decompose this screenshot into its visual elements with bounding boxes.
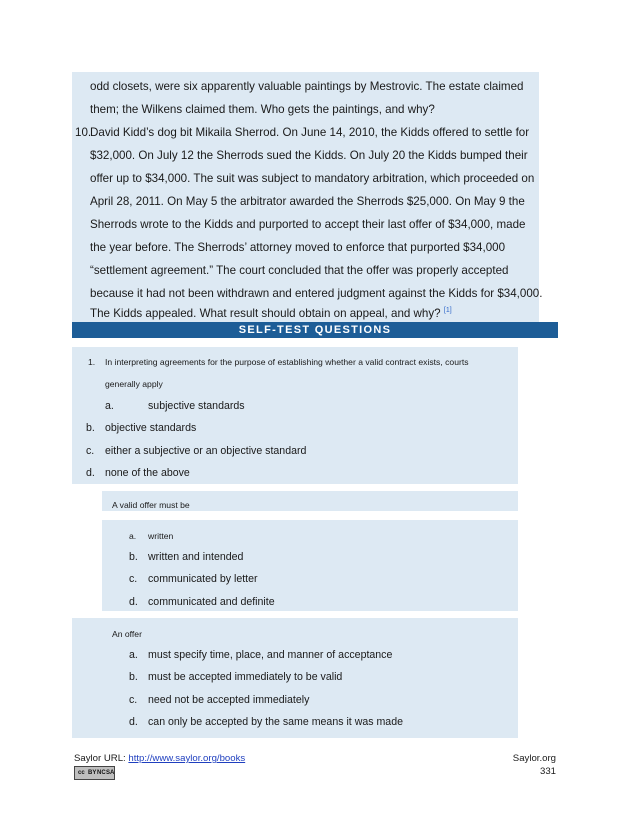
question-1-option-b[interactable]: objective standards: [105, 422, 197, 434]
problem-10-line-5: Sherrods wrote to the Kidds and purported to accept their last offer of $34,000, made: [90, 218, 526, 231]
problem-cont-line-2: them; the Wilkens claimed them. Who gets the paintings, and why?: [90, 103, 435, 116]
question-2-option-d[interactable]: communicated and definite: [148, 596, 275, 608]
question-1-option-b-letter: b.: [86, 422, 95, 434]
problem-10-line-4: April 28, 2011. On May 5 the arbitrator awarded the Sherrods $25,000. On May 9 the: [90, 195, 525, 208]
question-2-option-c-letter: c.: [129, 573, 138, 585]
question-3-option-b[interactable]: must be accepted immediately to be valid: [148, 671, 343, 683]
problem-cont-line-1: odd closets, were six apparently valuable paintings by Mestrovic. The estate claimed: [90, 80, 524, 93]
question-2-stem: A valid offer must be: [112, 500, 190, 510]
problem-10-line-9: [90, 307, 452, 320]
problem-10-line-6: the year before. The Sherrods’ attorney moved to enforce that purported $34,000: [90, 241, 506, 254]
question-1-stem-line-1: In interpreting agreements for the purpose of establishing whether a valid contract exists, courts: [105, 357, 469, 367]
problem-10-number: 10.: [75, 126, 92, 139]
self-test-heading: SELF-TEST QUESTIONS: [72, 322, 558, 338]
cc-badge-sa: SA: [106, 770, 115, 776]
question-1-option-d-letter: d.: [86, 467, 95, 479]
problem-10-line-3: offer up to $34,000. The suit was subject to mandatory arbitration, which proceeded on: [90, 172, 535, 185]
problem-10-line-8: because it had not been withdrawn and entered judgment against the Kidds for $34,000.: [90, 287, 543, 300]
creative-commons-by-nc-sa-icon[interactable]: [74, 766, 115, 780]
question-3-option-a-letter: a.: [129, 649, 138, 661]
question-2-option-a-letter: a.: [129, 531, 137, 541]
footer-site: Saylor.org: [512, 753, 556, 764]
question-3-option-d-letter: d.: [129, 716, 138, 728]
question-3-option-d[interactable]: can only be accepted by the same means it was made: [148, 716, 403, 728]
question-3-option-c[interactable]: need not be accepted immediately: [148, 694, 310, 706]
question-1-option-d[interactable]: none of the above: [105, 467, 190, 479]
question-2-option-b-letter: b.: [129, 551, 138, 563]
problem-10-line-2: $32,000. On July 12 the Sherrods sued the Kidds. On July 20 the Kidds bumped their: [90, 149, 528, 162]
question-3-option-a[interactable]: must specify time, place, and manner of acceptance: [148, 649, 393, 661]
question-2-option-c[interactable]: communicated by letter: [148, 573, 258, 585]
question-1-option-c-letter: c.: [86, 445, 95, 457]
question-1-stem-line-2: generally apply: [105, 379, 163, 389]
question-1-option-c[interactable]: either a subjective or an objective standard: [105, 445, 307, 457]
question-1-option-a[interactable]: subjective standards: [148, 400, 245, 412]
question-2-option-b[interactable]: written and intended: [148, 551, 244, 563]
question-2-option-d-letter: d.: [129, 596, 138, 608]
cc-badge-by: BY: [88, 770, 97, 776]
question-3-option-b-letter: b.: [129, 671, 138, 683]
footer-url-label: Saylor URL:: [74, 753, 129, 764]
question-3-stem: An offer: [112, 629, 142, 639]
footer-url-link[interactable]: http://www.saylor.org/books: [128, 753, 246, 764]
problem-10-last-line: The Kidds appealed. What result should obtain on appeal, and why?: [90, 307, 441, 320]
page-number: 331: [539, 766, 556, 777]
cc-badge-cc: cc: [78, 770, 85, 776]
cc-badge-nc: NC: [97, 770, 106, 776]
question-2-option-a[interactable]: written: [148, 531, 174, 541]
problem-10-line-7: “settlement agreement.” The court concluded that the offer was properly accepted: [90, 264, 509, 277]
problem-10-line-1: David Kidd’s dog bit Mikaila Sherrod. On June 14, 2010, the Kidds offered to settle for: [90, 126, 530, 139]
footer-url-line: [74, 753, 245, 764]
question-3-option-c-letter: c.: [129, 694, 138, 706]
question-1-option-a-letter: a.: [105, 400, 114, 412]
question-1-number: 1.: [88, 357, 96, 367]
footnote-link[interactable]: [1]: [443, 307, 452, 315]
